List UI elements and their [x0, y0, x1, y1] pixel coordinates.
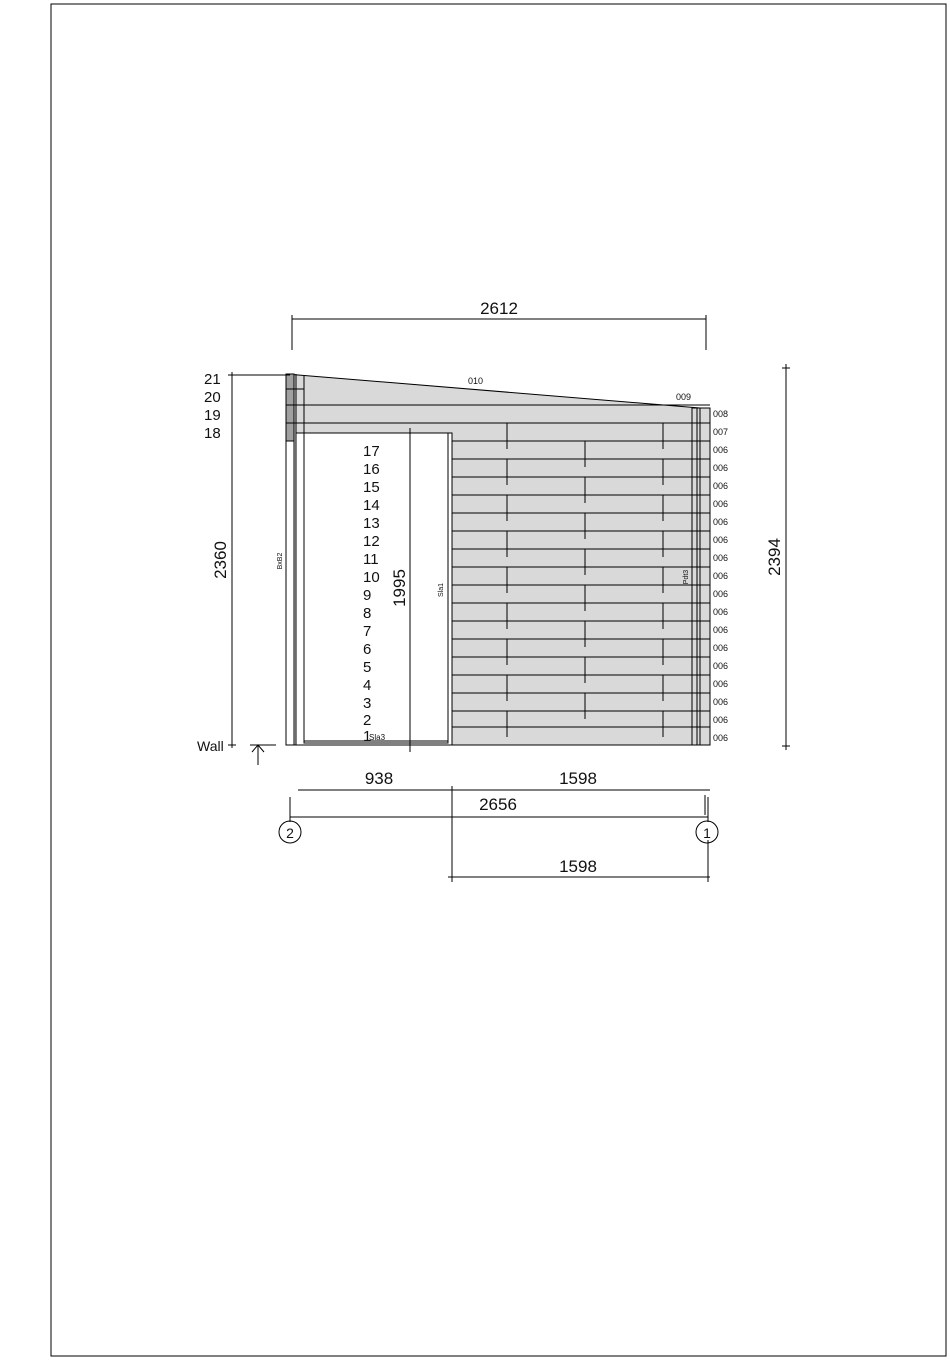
wall-label: Wall	[197, 738, 224, 754]
row-number: 17	[363, 443, 380, 460]
row-number: 21	[204, 371, 221, 388]
left-post-dark	[286, 374, 294, 441]
label-006: 006	[713, 445, 729, 455]
label-006: 006	[713, 625, 729, 635]
dim-bottom-right: 1598	[559, 769, 597, 788]
label-006: 006	[713, 571, 729, 581]
row-number: 19	[204, 407, 221, 424]
wall-elevation	[286, 374, 710, 745]
label-006: 006	[713, 481, 729, 491]
label-right-post: Pdt3	[683, 569, 690, 585]
row-number: 5	[363, 659, 372, 676]
dim-bottom-left: 938	[364, 769, 394, 788]
label-006: 006	[713, 517, 729, 527]
label-006: 006	[713, 535, 729, 545]
label-roof: 010	[468, 376, 484, 386]
label-008: 008	[713, 409, 729, 419]
dim-door-height: 1995	[390, 569, 409, 607]
label-006: 006	[713, 715, 729, 725]
row-number: 1	[363, 728, 372, 745]
row-number: 14	[363, 497, 380, 514]
row-number: 15	[363, 479, 380, 496]
row-number: 6	[363, 641, 372, 658]
row-number: 18	[204, 425, 221, 442]
dim-left-height: 2360	[211, 541, 230, 579]
dim-overall: 2656	[479, 795, 517, 814]
row-number: 4	[363, 677, 372, 694]
row-number: 13	[363, 515, 380, 532]
dim-lower-right: 1598	[559, 857, 597, 876]
label-006: 006	[713, 643, 729, 653]
label-007: 007	[713, 427, 729, 437]
label-left-post: BxB2	[277, 552, 284, 570]
grid-axis-1: 1	[703, 825, 711, 841]
row-number: 9	[363, 587, 372, 604]
label-006: 006	[713, 607, 729, 617]
row-number: 3	[363, 695, 372, 712]
label-right-top: 009	[676, 392, 692, 402]
label-door-bottom: Sla3	[369, 733, 386, 742]
row-number: 12	[363, 533, 380, 550]
label-006: 006	[713, 589, 729, 599]
dim-top-width: 2612	[480, 299, 518, 318]
label-006: 006	[713, 679, 729, 689]
row-number: 20	[204, 389, 221, 406]
row-number: 11	[363, 551, 379, 568]
label-006: 006	[713, 553, 729, 563]
label-006: 006	[713, 463, 729, 473]
row-number: 2	[363, 712, 372, 729]
label-006: 006	[713, 661, 729, 671]
label-006: 006	[713, 733, 729, 743]
row-number: 8	[363, 605, 372, 622]
label-006: 006	[713, 697, 729, 707]
dim-right-height: 2394	[765, 538, 784, 576]
grid-axis-2: 2	[286, 825, 294, 841]
label-door-frame: Sla1	[438, 582, 445, 598]
row-number: 16	[363, 461, 380, 478]
row-number: 10	[363, 569, 380, 586]
label-006: 006	[713, 499, 729, 509]
row-number: 7	[363, 623, 372, 640]
